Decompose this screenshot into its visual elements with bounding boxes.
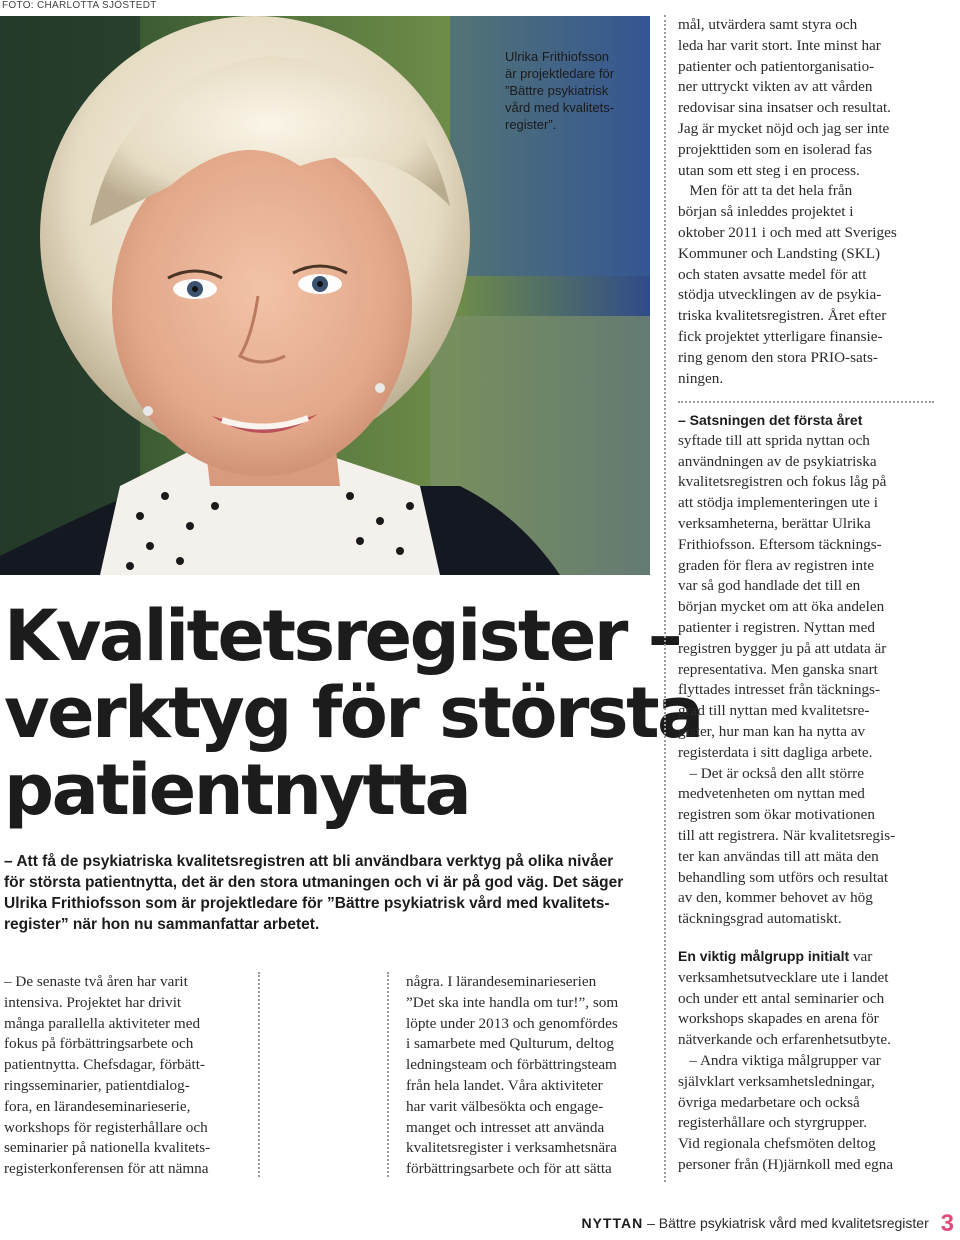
body-line: var så god handlade det till en xyxy=(678,577,861,595)
body-column-3 xyxy=(678,15,928,389)
body-line: registren som ökar motivationen xyxy=(678,806,875,824)
caption-line: register”. xyxy=(505,117,557,132)
ingress-line: – Att få de psykiatriska kvalitetsregistren att bli användbara verktyg på olika nivåer xyxy=(4,853,614,870)
body-line: registren bygger ju på att utdata är xyxy=(678,639,887,657)
body-line: – Andra viktiga målgrupper var xyxy=(678,1051,881,1069)
body-line: grad till nyttan med kvalitetsre- xyxy=(678,702,870,720)
body-line: i samarbete med Qulturum, deltog xyxy=(406,1035,614,1053)
body-line: början mycket om att öka andelen xyxy=(678,598,885,616)
body-line: seminarier på nationella kvalitets- xyxy=(4,1139,211,1157)
column-divider xyxy=(258,972,260,1177)
body-line: Men för att ta det hela från xyxy=(678,182,853,200)
body-line: och under ett antal seminarier och xyxy=(678,989,885,1007)
body-line: verksamhetsutvecklare ute i landet xyxy=(678,968,889,986)
caption-line: vård med kvalitets- xyxy=(505,100,615,115)
body-line: manget och intresset att använda xyxy=(406,1118,605,1136)
photo-credit: FOTO: CHARLOTTA SJÖSTEDT xyxy=(2,0,157,11)
body-line: leda har varit stort. Inte minst har xyxy=(678,36,881,54)
body-line xyxy=(678,946,928,968)
body-line: syftade till att sprida nyttan och xyxy=(678,431,870,449)
magazine-tagline: – Bättre psykiatrisk vård med kvalitetsregister xyxy=(647,1215,929,1231)
page-number: 3 xyxy=(940,1210,954,1237)
body-line: har varit välbesökta och engage- xyxy=(406,1097,604,1115)
body-line: patientnytta. Chefsdagar, förbätt- xyxy=(4,1056,205,1074)
body-line: ringsseminarier, patientdialog- xyxy=(4,1076,190,1094)
body-line: behandling som utförs och resultat xyxy=(678,868,889,886)
body-line: förbättringsarbete och för att sätta xyxy=(406,1160,612,1178)
body-line: löpte under 2013 och genomfördes xyxy=(406,1014,618,1032)
body-line: kvalitetsregistren och fokus låg på xyxy=(678,473,887,491)
magazine-name: NYTTAN xyxy=(581,1215,644,1231)
body-line: oktober 2011 i och med att Sveriges xyxy=(678,223,897,241)
body-line: registerdata i sitt dagliga arbete. xyxy=(678,743,873,761)
body-line: och staten avsatte medel för att xyxy=(678,265,867,283)
body-line: några. I lärandeseminarieserien xyxy=(406,973,597,990)
body-line: intensiva. Projektet har drivit xyxy=(4,993,182,1011)
page-footer xyxy=(581,1210,954,1240)
body-line: ter kan användas till att mäta den xyxy=(678,847,879,865)
body-line: projekttiden som en isolerad fas xyxy=(678,140,873,158)
section-divider xyxy=(678,401,934,403)
body-line: triska kvalitetsregistren. Året efter xyxy=(678,307,887,325)
article-ingress xyxy=(4,851,644,935)
body-line: patienter och patientorganisatio- xyxy=(678,57,875,75)
body-line: ningen. xyxy=(678,369,724,387)
headline-line: verktyg för största xyxy=(4,672,702,754)
body-line: Frithiofsson. Eftersom täcknings- xyxy=(678,535,882,553)
body-line: kvalitetsregister i verksamhetsnära xyxy=(406,1139,617,1157)
body-line: – Det är också den allt större xyxy=(678,764,864,782)
body-line: Vid regionala chefsmöten deltog xyxy=(678,1135,876,1153)
body-line: stödja utvecklingen av de psykia- xyxy=(678,286,882,304)
body-line: verksamheterna, berättar Ulrika xyxy=(678,514,871,532)
body-line: workshops skapades en arena för xyxy=(678,1010,879,1028)
body-line: många parallella aktiviteter med xyxy=(4,1014,201,1032)
body-line: början så inleddes projektet i xyxy=(678,203,854,221)
body-line: mål, utvärdera samt styra och xyxy=(678,16,858,33)
body-line: registerhållare och styrgrupper. xyxy=(678,1114,868,1132)
ingress-line: register” när hon nu sammanfattar arbetet. xyxy=(4,916,320,933)
body-column-2 xyxy=(406,972,651,1180)
body-line: ”Det ska inte handla om tur!”, som xyxy=(406,993,619,1011)
body-line: av den, kommer behovet av hög xyxy=(678,889,873,907)
body-line: medvetenheten om nyttan med xyxy=(678,785,865,803)
portrait-photo xyxy=(0,16,650,575)
headline-line: Kvalitetsregister – xyxy=(4,595,681,677)
body-line: till att registrera. När kvalitetsregis- xyxy=(678,826,896,844)
body-line: Jag är mycket nöjd och jag ser inte xyxy=(678,119,890,137)
caption-line: är projektledare för xyxy=(505,66,615,81)
body-line: – De senaste två åren har varit xyxy=(4,973,188,990)
caption-line: ”Bättre psykiatrisk xyxy=(505,83,609,98)
body-line: fora, en lärandeseminarieserie, xyxy=(4,1097,191,1115)
body-line: representativa. Men ganska snart xyxy=(678,660,878,678)
body-line: övriga medarbetare och också xyxy=(678,1093,860,1111)
body-line: fick projektet ytterligare finansie- xyxy=(678,327,883,345)
body-line: täckningsgrad automatiskt. xyxy=(678,910,842,928)
subheading: – Satsningen det första året xyxy=(678,412,863,428)
body-line: att stödja implementeringen ute i xyxy=(678,494,878,512)
article-headline xyxy=(4,595,702,831)
body-line: användningen av de psykiatriska xyxy=(678,452,877,470)
body-line: fokus på förbättringsarbete och xyxy=(4,1035,194,1053)
body-text: var xyxy=(849,947,873,965)
caption-line: Ulrika Frithiofsson xyxy=(505,49,610,64)
body-line: registerkonferensen för att nämna xyxy=(4,1160,209,1178)
body-line: ring genom den stora PRIO-sats- xyxy=(678,348,878,366)
body-line: graden för flera av registren inte xyxy=(678,556,875,574)
body-column-1 xyxy=(4,972,244,1180)
body-line: personer från (H)järnkoll med egna xyxy=(678,1155,894,1173)
body-line: självklart verksamhetsledningar, xyxy=(678,1072,875,1090)
body-line: ledningsteam och förbättringsteam xyxy=(406,1056,617,1074)
ingress-line: för största patientnytta, det är den stora utmaningen och vi är på god väg. Det säger xyxy=(4,874,624,891)
body-line: workshops för registerhållare och xyxy=(4,1118,208,1136)
ingress-line: Ulrika Frithiofsson som är projektledare för ”Bättre psykiatrisk vård med kvalitets- xyxy=(4,895,610,912)
body-line: ner uttryckt vikten av att vården xyxy=(678,78,873,96)
body-line: Kommuner och Landsting (SKL) xyxy=(678,244,881,262)
body-line: nätverkande och erfarenhetsutbyte. xyxy=(678,1031,891,1049)
headline-line: patientnytta xyxy=(4,749,470,831)
column-divider xyxy=(387,972,389,1177)
body-line: gister, hur man kan ha nytta av xyxy=(678,722,866,740)
body-line: från hela landet. Våra aktiviteter xyxy=(406,1076,603,1094)
body-line: redovisar sina insatser och resultat. xyxy=(678,99,891,117)
subheading: En viktig målgrupp initialt xyxy=(678,947,850,964)
column-divider xyxy=(664,15,666,1182)
body-line: patienter i registren. Nyttan med xyxy=(678,618,875,636)
body-column-4 xyxy=(678,410,928,1176)
photo-caption xyxy=(505,48,640,133)
body-line: flyttades intresset från täcknings- xyxy=(678,681,881,699)
body-line: utan som ett steg i en process. xyxy=(678,161,860,179)
